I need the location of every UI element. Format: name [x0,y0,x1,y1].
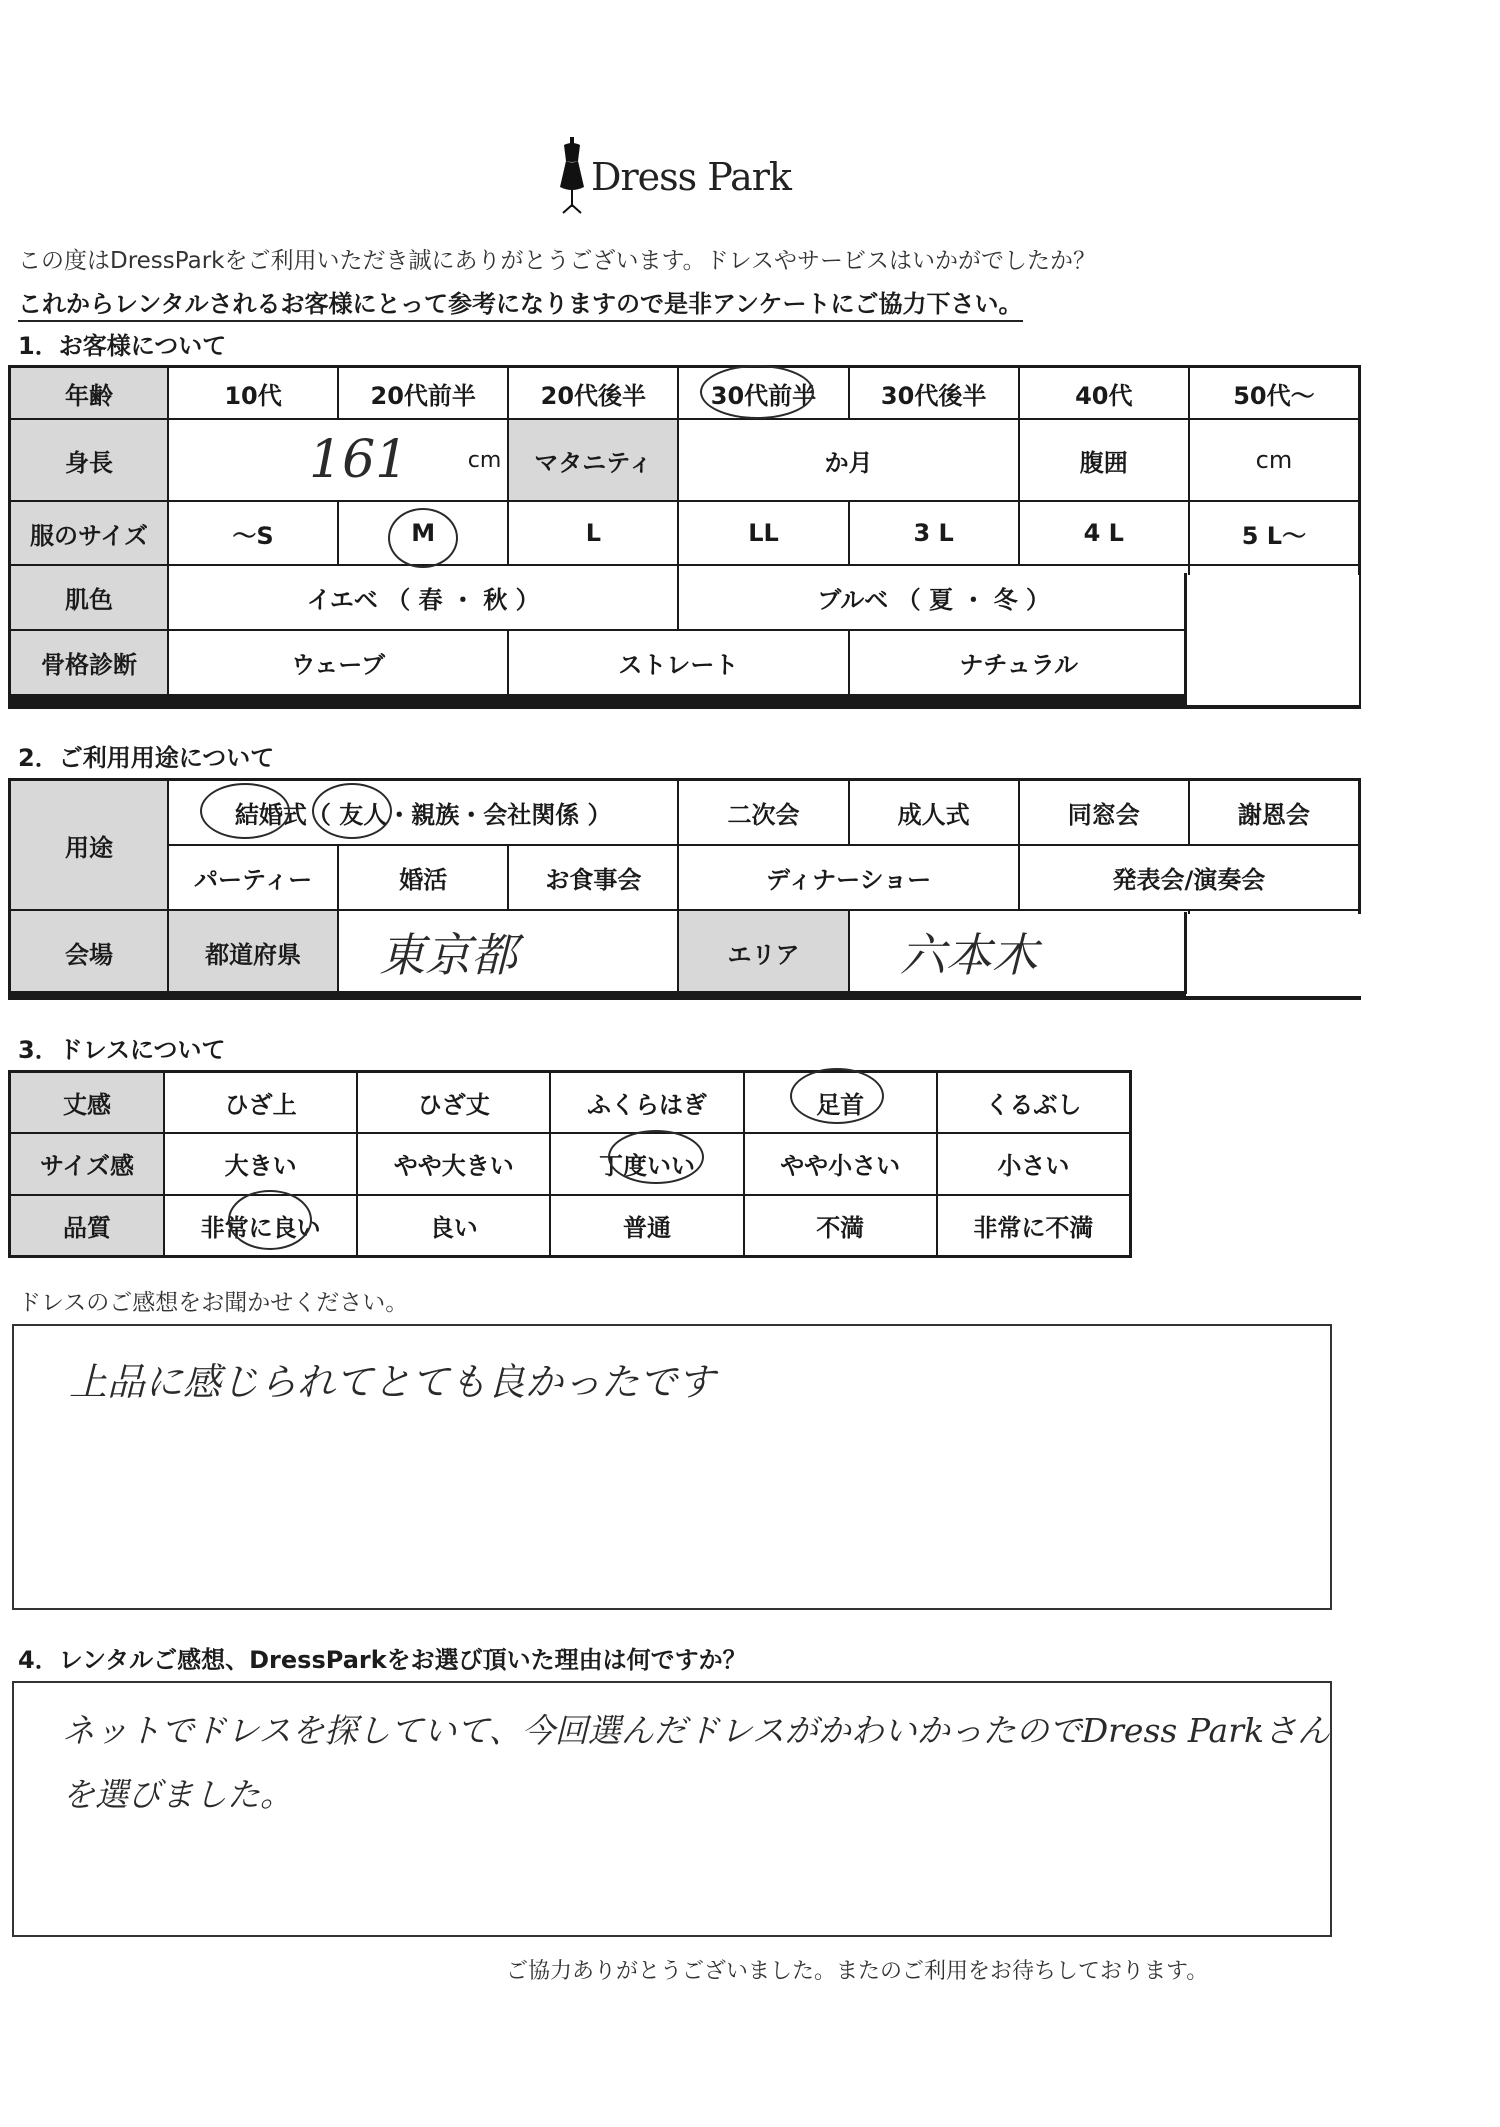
purpose-option[interactable]: 同窓会 [1020,781,1188,844]
size-option[interactable]: ～S [169,502,337,564]
table-edge [1184,573,1187,705]
brand-logo [555,135,795,215]
length-option[interactable]: ひざ丈 [358,1073,549,1132]
length-label: 丈感 [11,1073,163,1132]
length-option[interactable]: ふくらはぎ [551,1073,742,1132]
section-1-title: 1．お客様について [18,332,227,360]
waist-field[interactable] [1190,420,1358,500]
selection-circle [388,508,458,568]
waist-unit: cm [1255,446,1293,474]
dress-comment-text: 上品に感じられてとても良かったです [69,1360,716,1404]
selection-circle [608,1130,704,1184]
selection-circle [312,783,392,839]
selection-circle [790,1068,884,1124]
fit-option[interactable]: やや大きい [358,1134,549,1193]
skeleton-option[interactable]: ナチュラル [850,631,1188,694]
purpose-option[interactable]: 発表会/演奏会 [1020,846,1358,909]
prefecture-field[interactable] [339,911,677,993]
age-option[interactable]: 20代前半 [339,368,507,418]
rental-comment-line-1: ネットでドレスを探していて、今回選んだドレスがかわいかったのでDress Parkさん [62,1711,1330,1750]
table-margin [1184,575,1359,705]
size-option[interactable]: LL [679,502,847,564]
size-label: 服のサイズ [11,502,167,564]
dress-comment-box[interactable] [12,1324,1332,1610]
section-4-title: 4．レンタルご感想、DressParkをお選び頂いた理由は何ですか？ [18,1646,747,1674]
selection-circle [700,365,814,419]
quality-option-selected[interactable]: 非常に良い [165,1196,356,1255]
table-edge [8,991,1187,994]
height-value: 161 [309,430,409,490]
area-value: 六本木 [899,928,1038,982]
table-margin [1186,914,1361,996]
purpose-option[interactable]: 婚活 [339,846,507,909]
prefecture-label: 都道府県 [169,911,337,993]
length-option-selected[interactable]: 足首 [745,1073,936,1132]
fit-option[interactable]: 大きい [165,1134,356,1193]
skeleton-option[interactable]: ウェーブ [169,631,507,694]
selection-circle [228,1190,312,1250]
rental-comment-line-2: を選びました。 [62,1775,293,1814]
size-option[interactable]: 3 L [850,502,1018,564]
fit-option[interactable]: 小さい [938,1134,1129,1193]
customer-table [8,365,1361,709]
table-edge [1184,912,1187,994]
section-2-title: 2．ご利用用途について [18,744,275,772]
size-option[interactable]: L [509,502,677,564]
size-option[interactable]: 4 L [1020,502,1188,564]
purpose-label: 用途 [11,781,167,909]
skin-label: 肌色 [11,566,167,629]
area-field[interactable] [850,911,1188,993]
purpose-option[interactable]: 二次会 [679,781,847,844]
age-option[interactable]: 30代後半 [850,368,1018,418]
skeleton-option[interactable]: ストレート [509,631,847,694]
venue-label: 会場 [11,911,167,993]
age-option[interactable]: 10代 [169,368,337,418]
skin-yellow-option[interactable]: イエベ （ 春 ・ 秋 ） [169,566,677,629]
age-option[interactable]: 40代 [1020,368,1188,418]
area-label: エリア [679,911,847,993]
height-unit: cm [467,447,502,473]
age-option[interactable]: 50代～ [1190,368,1358,418]
fit-option[interactable]: やや小さい [745,1134,936,1193]
age-option-selected[interactable]: 30代前半 [679,368,847,418]
dress-table [8,1070,1132,1258]
height-field[interactable] [169,420,507,500]
skeleton-label: 骨格診断 [11,631,167,694]
comment-prompt: ドレスのご感想をお聞かせください。 [18,1290,409,1316]
brand-name: Dress Park [591,155,791,199]
waist-label: 腹囲 [1020,420,1188,500]
rental-comment-box[interactable] [12,1681,1332,1937]
prefecture-value: 東京都 [379,928,518,982]
purpose-option[interactable]: パーティー [169,846,337,909]
footer-thanks: ご協力ありがとうございました。またのご利用をお待ちしております。 [506,1959,1209,1984]
quality-label: 品質 [11,1196,163,1255]
purpose-option[interactable]: 成人式 [850,781,1018,844]
fit-option-selected[interactable]: 丁度いい [551,1134,742,1193]
age-label: 年齢 [11,368,167,418]
size-option-selected[interactable]: M [339,502,507,564]
selection-circle [200,783,290,839]
maternity-label: マタニティ [509,420,677,500]
purpose-option[interactable]: 謝恩会 [1190,781,1358,844]
age-option[interactable]: 20代後半 [509,368,677,418]
dress-form-icon [555,135,589,215]
fit-label: サイズ感 [11,1134,163,1193]
length-option[interactable]: くるぶし [938,1073,1129,1132]
quality-option[interactable]: 良い [358,1196,549,1255]
quality-option[interactable]: 普通 [551,1196,742,1255]
maternity-months-field[interactable] [679,420,1017,500]
quality-option[interactable]: 非常に不満 [938,1196,1129,1255]
height-label: 身長 [11,420,167,500]
intro-line-1: この度はDressParkをご利用いただき誠にありがとうございます。ドレスやサービスはいかがでしたか？ [18,248,1096,274]
intro-line-2: これからレンタルされるお客様にとって参考になりますので是非アンケートにご協力下さい。 [18,284,1023,322]
months-unit: か月 [824,448,873,477]
skin-blue-option[interactable]: ブルベ （ 夏 ・ 冬 ） [679,566,1187,629]
length-option[interactable]: ひざ上 [165,1073,356,1132]
section-3-title: 3．ドレスについて [18,1036,226,1064]
purpose-option[interactable]: ディナーショー [679,846,1017,909]
quality-option[interactable]: 不満 [745,1196,936,1255]
purpose-option[interactable]: お食事会 [509,846,677,909]
size-option[interactable]: 5 L～ [1190,502,1358,564]
wedding-option[interactable]: 結婚式（ 友人・親族・会社関係 ） [169,781,677,844]
